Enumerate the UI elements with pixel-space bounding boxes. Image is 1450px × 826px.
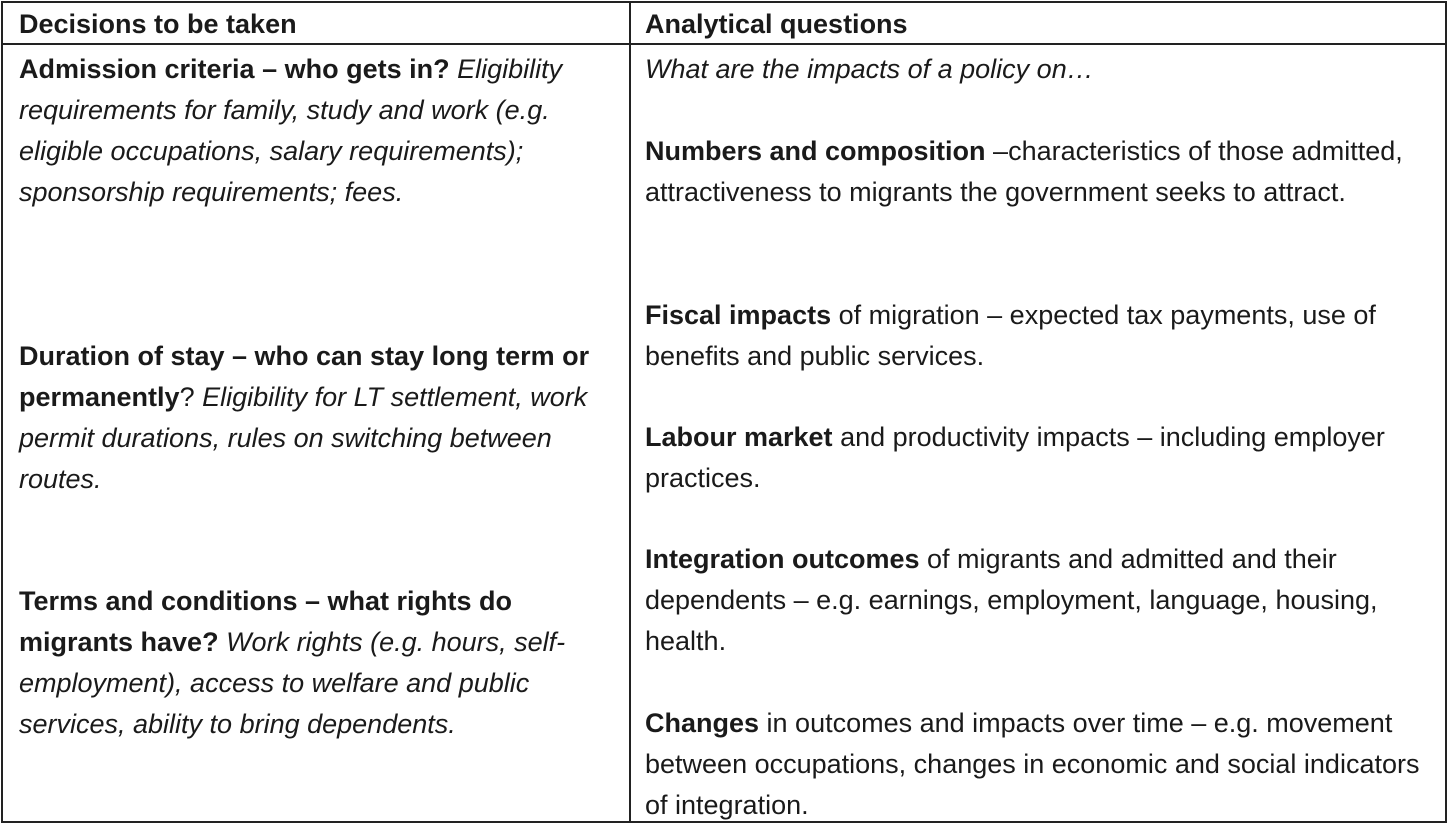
question-title: Integration outcomes <box>645 544 920 574</box>
header-analytical-questions: Analytical questions <box>645 9 908 39</box>
decision-title: Duration of stay – who can stay long term or permanently <box>19 341 590 412</box>
decision-terms-and-conditions <box>19 581 619 745</box>
question-integration-outcomes <box>645 539 1441 662</box>
question-fiscal-impacts <box>645 295 1441 377</box>
question-detail: of migrants and admitted and their dependents – e.g. earnings, employment, language, housing, health. <box>645 544 1378 656</box>
questions-column <box>645 49 1441 819</box>
policy-table <box>1 1 1447 823</box>
decision-detail: Eligibility requirements for family, study and work (e.g. eligible occupations, salary requirements); sponsorship requirements; fees. <box>19 54 563 207</box>
question-title: Numbers and composition <box>645 136 986 166</box>
decision-punct: ? <box>179 381 195 412</box>
question-title: Fiscal impacts <box>645 300 832 330</box>
question-labour-market <box>645 417 1441 499</box>
decision-admission-criteria <box>19 49 619 213</box>
header-decisions: Decisions to be taken <box>19 9 297 39</box>
questions-intro: What are the impacts of a policy on… <box>645 54 1094 84</box>
question-detail: in outcomes and impacts over time – e.g. movement between occupations, changes in economic and social indicators of integration. <box>645 708 1420 820</box>
decision-title: Terms and conditions – what rights do migrants have? <box>19 586 513 657</box>
question-title: Labour market <box>645 422 833 452</box>
column-divider <box>629 3 631 821</box>
decisions-column <box>19 49 619 819</box>
question-title: Changes <box>645 708 760 738</box>
decision-title: Admission criteria – who gets in? <box>19 54 450 84</box>
question-changes-over-time <box>645 703 1441 826</box>
question-detail: of migration – expected tax payments, use of benefits and public services. <box>645 300 1376 371</box>
decision-detail: Eligibility for LT settlement, work permit durations, rules on switching between routes. <box>19 381 588 494</box>
decision-duration-of-stay <box>19 336 619 500</box>
question-detail: and productivity impacts – including employer practices. <box>645 422 1385 493</box>
question-detail: –characteristics of those admitted, attractiveness to migrants the government seeks to attract. <box>645 136 1403 207</box>
question-numbers-composition <box>645 131 1441 213</box>
decision-detail: Work rights (e.g. hours, self-employment), access to welfare and public services, ability to bring dependents. <box>19 626 566 739</box>
header-divider <box>3 43 1445 45</box>
